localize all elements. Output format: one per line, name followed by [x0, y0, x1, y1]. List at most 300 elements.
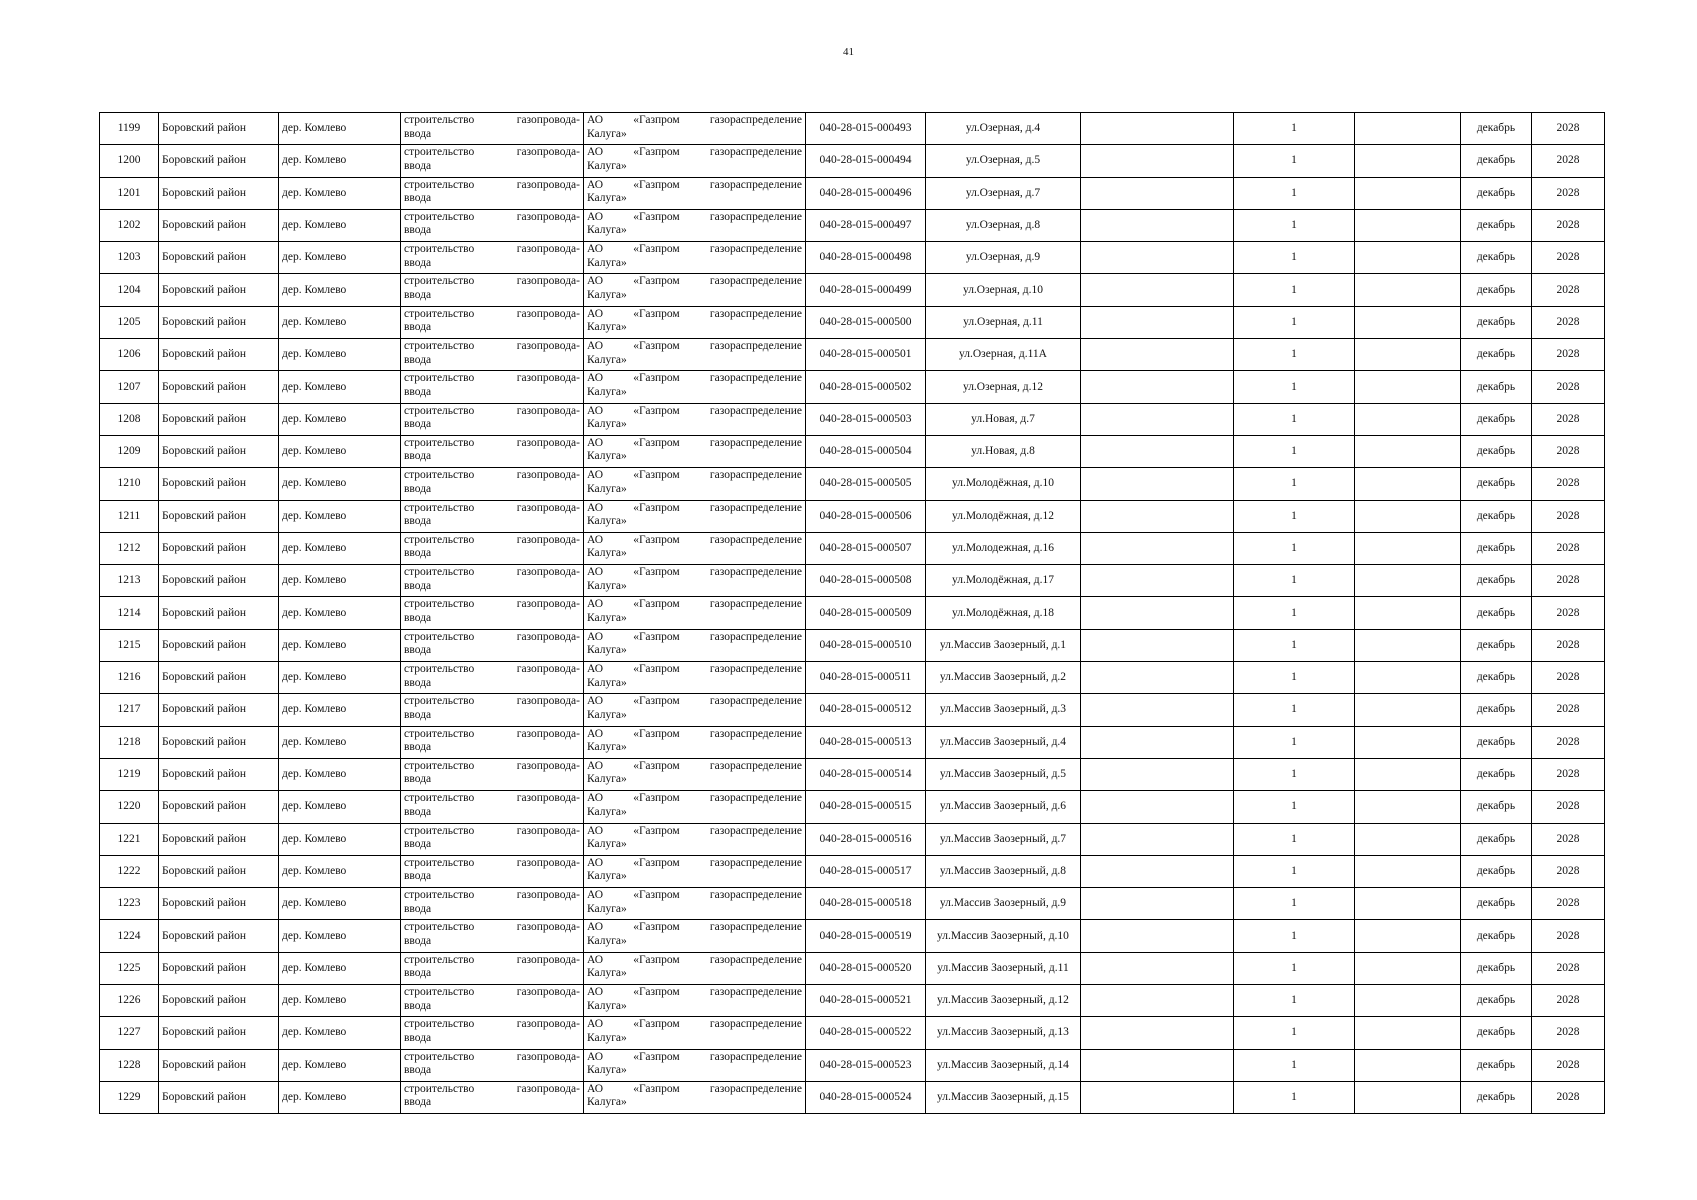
- work-type-word-1: строительство: [404, 340, 475, 353]
- address-cell: ул.Массив Заозерный, д.1: [926, 629, 1081, 661]
- organization-cell: [584, 403, 806, 435]
- org-word-2: «Газпром: [633, 404, 680, 417]
- district-cell: Боровский район: [159, 694, 279, 726]
- org-word-3: газораспределение: [709, 275, 802, 288]
- org-word-1: АО: [587, 404, 604, 417]
- org-word-3: газораспределение: [709, 436, 802, 449]
- work-type-word-1: строительство: [404, 210, 475, 223]
- work-type-word-1: строительство: [404, 114, 475, 126]
- row-number: 1200: [100, 145, 159, 177]
- organization-cell: [584, 758, 806, 790]
- work-type-word-2: газопровода-: [516, 1050, 580, 1063]
- org-word-1: АО: [587, 630, 604, 643]
- empty-cell: [1355, 274, 1461, 306]
- district-cell: Боровский район: [159, 209, 279, 241]
- object-code-cell: 040-28-015-000503: [806, 403, 926, 435]
- empty-cell: [1355, 1081, 1461, 1113]
- org-word-1: АО: [587, 340, 604, 353]
- quantity-cell: 1: [1234, 985, 1355, 1017]
- org-word-4: Калуга»: [587, 579, 627, 592]
- quantity-cell: 1: [1234, 209, 1355, 241]
- work-type-word-1: строительство: [404, 243, 475, 256]
- empty-cell: [1081, 209, 1234, 241]
- village-cell: дер. Комлево: [279, 823, 401, 855]
- village-cell: дер. Комлево: [279, 855, 401, 887]
- work-type-word-2: газопровода-: [516, 114, 580, 126]
- empty-cell: [1081, 888, 1234, 920]
- org-word-2: «Газпром: [633, 340, 680, 353]
- row-number: 1215: [100, 629, 159, 661]
- quantity-cell: 1: [1234, 791, 1355, 823]
- org-word-2: «Газпром: [633, 210, 680, 223]
- table-row: [100, 920, 1605, 952]
- empty-cell: [1081, 371, 1234, 403]
- district-cell: Боровский район: [159, 435, 279, 467]
- empty-cell: [1355, 209, 1461, 241]
- org-word-1: АО: [587, 598, 604, 611]
- org-word-4: Калуга»: [587, 644, 627, 657]
- month-cell: декабрь: [1461, 791, 1532, 823]
- registry-table: [99, 112, 1605, 1114]
- work-type-word-3: ввода: [404, 547, 432, 560]
- row-number: 1227: [100, 1017, 159, 1049]
- empty-cell: [1081, 1081, 1234, 1113]
- district-cell: Боровский район: [159, 468, 279, 500]
- month-cell: декабрь: [1461, 855, 1532, 887]
- org-word-2: «Газпром: [633, 921, 680, 934]
- organization-cell: [584, 306, 806, 338]
- org-word-2: «Газпром: [633, 469, 680, 482]
- district-cell: Боровский район: [159, 662, 279, 694]
- quantity-cell: 1: [1234, 662, 1355, 694]
- month-cell: декабрь: [1461, 985, 1532, 1017]
- address-cell: ул.Массив Заозерный, д.10: [926, 920, 1081, 952]
- work-type-word-1: строительство: [404, 404, 475, 417]
- work-type-cell: [401, 629, 584, 661]
- org-word-2: «Газпром: [633, 436, 680, 449]
- row-number: 1223: [100, 888, 159, 920]
- village-cell: дер. Комлево: [279, 145, 401, 177]
- org-word-1: АО: [587, 372, 604, 385]
- object-code-cell: 040-28-015-000497: [806, 209, 926, 241]
- work-type-word-3: ввода: [404, 838, 432, 851]
- district-cell: Боровский район: [159, 145, 279, 177]
- object-code-cell: 040-28-015-000507: [806, 532, 926, 564]
- quantity-cell: 1: [1234, 1081, 1355, 1113]
- table-row: [100, 662, 1605, 694]
- table-row: [100, 209, 1605, 241]
- address-cell: ул.Молодёжная, д.12: [926, 500, 1081, 532]
- month-cell: декабрь: [1461, 629, 1532, 661]
- work-type-word-2: газопровода-: [516, 727, 580, 740]
- table-row: [100, 1081, 1605, 1113]
- object-code-cell: 040-28-015-000504: [806, 435, 926, 467]
- work-type-cell: [401, 662, 584, 694]
- year-cell: 2028: [1532, 274, 1605, 306]
- empty-cell: [1081, 468, 1234, 500]
- village-cell: дер. Комлево: [279, 403, 401, 435]
- row-number: 1216: [100, 662, 159, 694]
- row-number: 1210: [100, 468, 159, 500]
- village-cell: дер. Комлево: [279, 306, 401, 338]
- district-cell: Боровский район: [159, 113, 279, 145]
- quantity-cell: 1: [1234, 694, 1355, 726]
- work-type-word-1: строительство: [404, 986, 475, 999]
- organization-cell: [584, 371, 806, 403]
- work-type-cell: [401, 823, 584, 855]
- work-type-word-2: газопровода-: [516, 759, 580, 772]
- org-word-3: газораспределение: [709, 792, 802, 805]
- work-type-cell: [401, 1017, 584, 1049]
- row-number: 1211: [100, 500, 159, 532]
- org-word-1: АО: [587, 533, 604, 546]
- org-word-4: Калуга»: [587, 127, 627, 140]
- org-word-4: Калуга»: [587, 192, 627, 205]
- organization-cell: [584, 920, 806, 952]
- org-word-4: Калуга»: [587, 1064, 627, 1077]
- address-cell: ул.Массив Заозерный, д.14: [926, 1049, 1081, 1081]
- org-word-2: «Газпром: [633, 533, 680, 546]
- quantity-cell: 1: [1234, 758, 1355, 790]
- work-type-word-1: строительство: [404, 1050, 475, 1063]
- table-row: [100, 468, 1605, 500]
- row-number: 1207: [100, 371, 159, 403]
- empty-cell: [1355, 629, 1461, 661]
- month-cell: декабрь: [1461, 113, 1532, 145]
- work-type-word-1: строительство: [404, 307, 475, 320]
- table-row: [100, 888, 1605, 920]
- quantity-cell: 1: [1234, 1049, 1355, 1081]
- work-type-word-3: ввода: [404, 934, 432, 947]
- address-cell: ул.Озерная, д.11А: [926, 339, 1081, 371]
- work-type-cell: [401, 339, 584, 371]
- org-word-4: Калуга»: [587, 482, 627, 495]
- work-type-word-2: газопровода-: [516, 566, 580, 579]
- org-word-1: АО: [587, 1018, 604, 1031]
- empty-cell: [1355, 758, 1461, 790]
- org-word-4: Калуга»: [587, 256, 627, 269]
- org-word-2: «Газпром: [633, 727, 680, 740]
- village-cell: дер. Комлево: [279, 1081, 401, 1113]
- quantity-cell: 1: [1234, 371, 1355, 403]
- work-type-word-1: строительство: [404, 146, 475, 159]
- year-cell: 2028: [1532, 888, 1605, 920]
- org-word-3: газораспределение: [709, 986, 802, 999]
- work-type-word-2: газопровода-: [516, 953, 580, 966]
- empty-cell: [1081, 1017, 1234, 1049]
- empty-cell: [1081, 823, 1234, 855]
- work-type-word-2: газопровода-: [516, 598, 580, 611]
- month-cell: декабрь: [1461, 565, 1532, 597]
- quantity-cell: 1: [1234, 855, 1355, 887]
- org-word-1: АО: [587, 889, 604, 902]
- org-word-4: Калуга»: [587, 1096, 627, 1109]
- organization-cell: [584, 629, 806, 661]
- org-word-2: «Газпром: [633, 566, 680, 579]
- work-type-word-3: ввода: [404, 999, 432, 1012]
- org-word-4: Калуга»: [587, 1031, 627, 1044]
- year-cell: 2028: [1532, 565, 1605, 597]
- village-cell: дер. Комлево: [279, 1049, 401, 1081]
- year-cell: 2028: [1532, 662, 1605, 694]
- organization-cell: [584, 694, 806, 726]
- address-cell: ул.Озерная, д.12: [926, 371, 1081, 403]
- object-code-cell: 040-28-015-000516: [806, 823, 926, 855]
- org-word-3: газораспределение: [709, 727, 802, 740]
- village-cell: дер. Комлево: [279, 888, 401, 920]
- district-cell: Боровский район: [159, 565, 279, 597]
- district-cell: Боровский район: [159, 791, 279, 823]
- address-cell: ул.Озерная, д.4: [926, 113, 1081, 145]
- month-cell: декабрь: [1461, 468, 1532, 500]
- object-code-cell: 040-28-015-000498: [806, 242, 926, 274]
- work-type-word-3: ввода: [404, 321, 432, 334]
- empty-cell: [1355, 662, 1461, 694]
- work-type-cell: [401, 565, 584, 597]
- org-word-1: АО: [587, 953, 604, 966]
- empty-cell: [1081, 855, 1234, 887]
- work-type-word-1: строительство: [404, 436, 475, 449]
- work-type-word-2: газопровода-: [516, 695, 580, 708]
- empty-cell: [1355, 920, 1461, 952]
- org-word-1: АО: [587, 243, 604, 256]
- work-type-cell: [401, 726, 584, 758]
- work-type-word-1: строительство: [404, 1018, 475, 1031]
- row-number: 1208: [100, 403, 159, 435]
- org-word-4: Калуга»: [587, 773, 627, 786]
- work-type-word-3: ввода: [404, 288, 432, 301]
- work-type-cell: [401, 145, 584, 177]
- quantity-cell: 1: [1234, 435, 1355, 467]
- org-word-2: «Газпром: [633, 178, 680, 191]
- month-cell: декабрь: [1461, 306, 1532, 338]
- work-type-word-1: строительство: [404, 469, 475, 482]
- row-number: 1214: [100, 597, 159, 629]
- organization-cell: [584, 823, 806, 855]
- org-word-4: Калуга»: [587, 838, 627, 851]
- month-cell: декабрь: [1461, 1081, 1532, 1113]
- month-cell: декабрь: [1461, 435, 1532, 467]
- work-type-word-1: строительство: [404, 178, 475, 191]
- org-word-2: «Газпром: [633, 630, 680, 643]
- work-type-cell: [401, 177, 584, 209]
- organization-cell: [584, 597, 806, 629]
- organization-cell: [584, 791, 806, 823]
- table-row: [100, 855, 1605, 887]
- empty-cell: [1355, 113, 1461, 145]
- table-row: [100, 435, 1605, 467]
- org-word-2: «Газпром: [633, 114, 680, 126]
- organization-cell: [584, 242, 806, 274]
- empty-cell: [1081, 629, 1234, 661]
- row-number: 1228: [100, 1049, 159, 1081]
- year-cell: 2028: [1532, 694, 1605, 726]
- work-type-word-1: строительство: [404, 856, 475, 869]
- work-type-word-2: газопровода-: [516, 533, 580, 546]
- work-type-word-2: газопровода-: [516, 1082, 580, 1095]
- row-number: 1222: [100, 855, 159, 887]
- org-word-1: АО: [587, 566, 604, 579]
- org-word-1: АО: [587, 1050, 604, 1063]
- org-word-4: Калуга»: [587, 515, 627, 528]
- work-type-cell: [401, 468, 584, 500]
- table-row: [100, 1049, 1605, 1081]
- district-cell: Боровский район: [159, 242, 279, 274]
- table-row: [100, 403, 1605, 435]
- org-word-2: «Газпром: [633, 1050, 680, 1063]
- org-word-2: «Газпром: [633, 275, 680, 288]
- empty-cell: [1081, 985, 1234, 1017]
- month-cell: декабрь: [1461, 1017, 1532, 1049]
- month-cell: декабрь: [1461, 823, 1532, 855]
- work-type-word-1: строительство: [404, 824, 475, 837]
- organization-cell: [584, 952, 806, 984]
- village-cell: дер. Комлево: [279, 597, 401, 629]
- village-cell: дер. Комлево: [279, 500, 401, 532]
- object-code-cell: 040-28-015-000520: [806, 952, 926, 984]
- year-cell: 2028: [1532, 113, 1605, 145]
- work-type-cell: [401, 274, 584, 306]
- empty-cell: [1355, 985, 1461, 1017]
- empty-cell: [1081, 177, 1234, 209]
- village-cell: дер. Комлево: [279, 985, 401, 1017]
- work-type-word-1: строительство: [404, 759, 475, 772]
- org-word-3: газораспределение: [709, 146, 802, 159]
- work-type-cell: [401, 1081, 584, 1113]
- object-code-cell: 040-28-015-000508: [806, 565, 926, 597]
- org-word-2: «Газпром: [633, 243, 680, 256]
- work-type-cell: [401, 209, 584, 241]
- empty-cell: [1081, 274, 1234, 306]
- empty-cell: [1081, 565, 1234, 597]
- month-cell: декабрь: [1461, 145, 1532, 177]
- work-type-cell: [401, 435, 584, 467]
- empty-cell: [1081, 694, 1234, 726]
- month-cell: декабрь: [1461, 500, 1532, 532]
- month-cell: декабрь: [1461, 888, 1532, 920]
- empty-cell: [1355, 888, 1461, 920]
- org-word-1: АО: [587, 469, 604, 482]
- table-row: [100, 629, 1605, 661]
- row-number: 1225: [100, 952, 159, 984]
- organization-cell: [584, 177, 806, 209]
- org-word-3: газораспределение: [709, 114, 802, 126]
- work-type-word-3: ввода: [404, 579, 432, 592]
- row-number: 1201: [100, 177, 159, 209]
- address-cell: ул.Массив Заозерный, д.2: [926, 662, 1081, 694]
- empty-cell: [1081, 726, 1234, 758]
- work-type-word-3: ввода: [404, 159, 432, 172]
- empty-cell: [1355, 1017, 1461, 1049]
- row-number: 1209: [100, 435, 159, 467]
- year-cell: 2028: [1532, 435, 1605, 467]
- work-type-word-1: строительство: [404, 663, 475, 676]
- district-cell: Боровский район: [159, 274, 279, 306]
- work-type-word-2: газопровода-: [516, 436, 580, 449]
- org-word-1: АО: [587, 146, 604, 159]
- object-code-cell: 040-28-015-000523: [806, 1049, 926, 1081]
- village-cell: дер. Комлево: [279, 694, 401, 726]
- work-type-word-2: газопровода-: [516, 243, 580, 256]
- org-word-4: Калуга»: [587, 450, 627, 463]
- district-cell: Боровский район: [159, 1081, 279, 1113]
- village-cell: дер. Комлево: [279, 339, 401, 371]
- work-type-word-3: ввода: [404, 482, 432, 495]
- quantity-cell: 1: [1234, 500, 1355, 532]
- quantity-cell: 1: [1234, 823, 1355, 855]
- work-type-word-3: ввода: [404, 1031, 432, 1044]
- work-type-word-2: газопровода-: [516, 307, 580, 320]
- work-type-cell: [401, 532, 584, 564]
- year-cell: 2028: [1532, 500, 1605, 532]
- work-type-word-2: газопровода-: [516, 889, 580, 902]
- table-row: [100, 694, 1605, 726]
- address-cell: ул.Массив Заозерный, д.7: [926, 823, 1081, 855]
- year-cell: 2028: [1532, 306, 1605, 338]
- empty-cell: [1355, 823, 1461, 855]
- work-type-word-2: газопровода-: [516, 372, 580, 385]
- organization-cell: [584, 145, 806, 177]
- org-word-4: Калуга»: [587, 353, 627, 366]
- organization-cell: [584, 662, 806, 694]
- quantity-cell: 1: [1234, 920, 1355, 952]
- work-type-word-2: газопровода-: [516, 921, 580, 934]
- org-word-2: «Газпром: [633, 856, 680, 869]
- empty-cell: [1081, 662, 1234, 694]
- village-cell: дер. Комлево: [279, 662, 401, 694]
- empty-cell: [1355, 694, 1461, 726]
- district-cell: Боровский район: [159, 532, 279, 564]
- org-word-4: Калуга»: [587, 999, 627, 1012]
- work-type-word-3: ввода: [404, 708, 432, 721]
- org-word-4: Калуга»: [587, 418, 627, 431]
- org-word-2: «Газпром: [633, 1018, 680, 1031]
- quantity-cell: 1: [1234, 145, 1355, 177]
- quantity-cell: 1: [1234, 952, 1355, 984]
- work-type-word-3: ввода: [404, 450, 432, 463]
- village-cell: дер. Комлево: [279, 274, 401, 306]
- work-type-word-2: газопровода-: [516, 146, 580, 159]
- month-cell: декабрь: [1461, 597, 1532, 629]
- address-cell: ул.Массив Заозерный, д.5: [926, 758, 1081, 790]
- quantity-cell: 1: [1234, 242, 1355, 274]
- work-type-word-2: газопровода-: [516, 210, 580, 223]
- empty-cell: [1355, 468, 1461, 500]
- org-word-1: АО: [587, 210, 604, 223]
- district-cell: Боровский район: [159, 726, 279, 758]
- year-cell: 2028: [1532, 920, 1605, 952]
- month-cell: декабрь: [1461, 209, 1532, 241]
- address-cell: ул.Молодёжная, д.17: [926, 565, 1081, 597]
- work-type-word-2: газопровода-: [516, 792, 580, 805]
- empty-cell: [1081, 435, 1234, 467]
- work-type-word-3: ввода: [404, 805, 432, 818]
- object-code-cell: 040-28-015-000513: [806, 726, 926, 758]
- work-type-word-3: ввода: [404, 353, 432, 366]
- row-number: 1219: [100, 758, 159, 790]
- village-cell: дер. Комлево: [279, 1017, 401, 1049]
- object-code-cell: 040-28-015-000496: [806, 177, 926, 209]
- work-type-word-1: строительство: [404, 501, 475, 514]
- org-word-4: Калуга»: [587, 870, 627, 883]
- org-word-2: «Газпром: [633, 1082, 680, 1095]
- object-code-cell: 040-28-015-000524: [806, 1081, 926, 1113]
- quantity-cell: 1: [1234, 274, 1355, 306]
- work-type-word-2: газопровода-: [516, 856, 580, 869]
- work-type-word-1: строительство: [404, 566, 475, 579]
- org-word-2: «Газпром: [633, 598, 680, 611]
- org-word-4: Калуга»: [587, 708, 627, 721]
